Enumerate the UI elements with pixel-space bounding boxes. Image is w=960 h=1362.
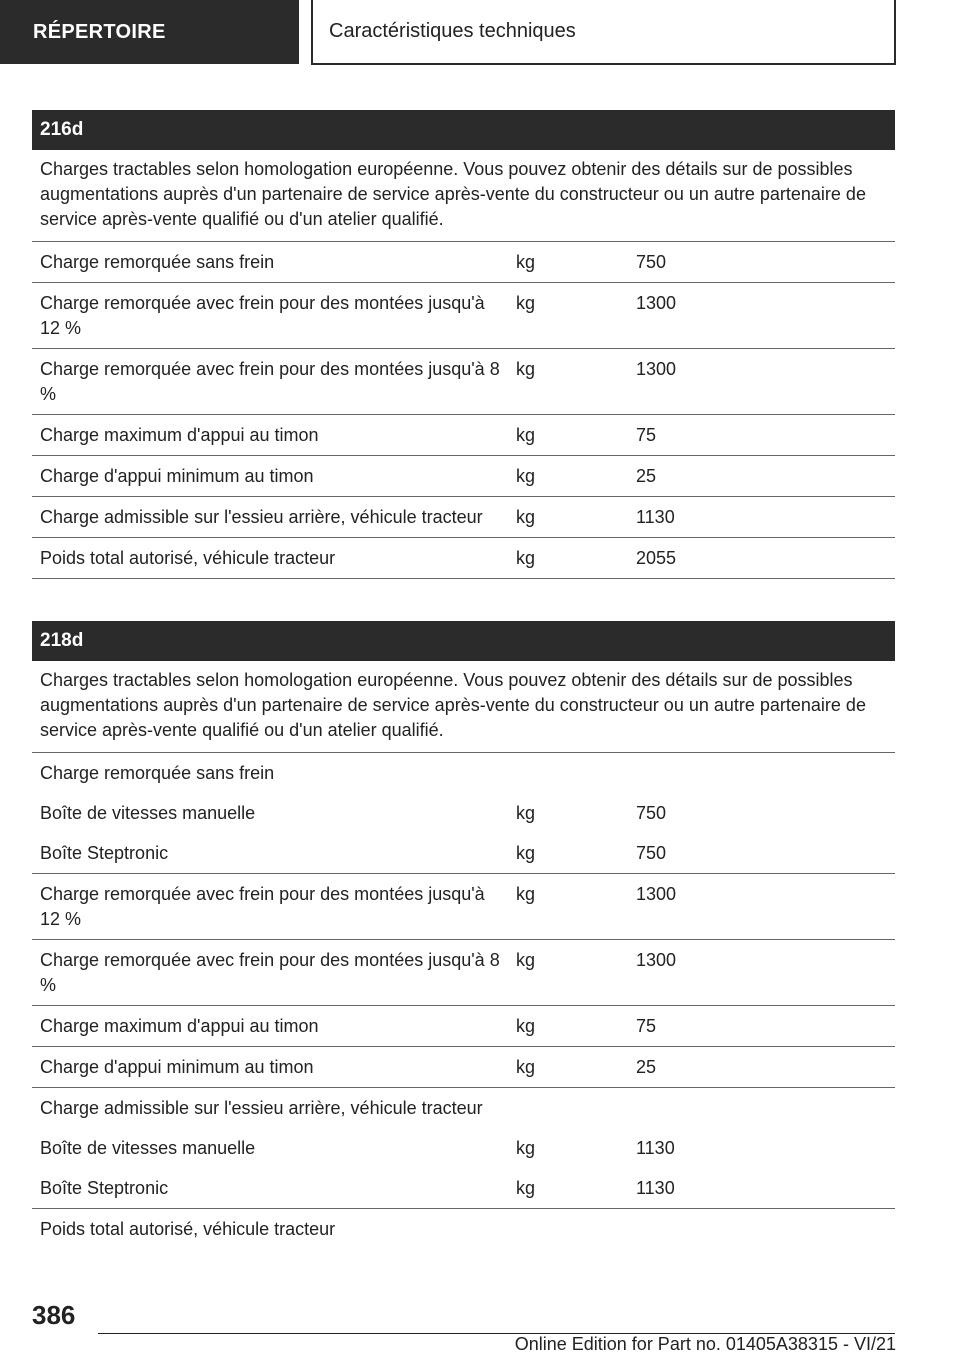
table-row	[32, 415, 895, 456]
row-label: Boîte Steptronic	[40, 1178, 169, 1198]
spec-section-216d	[32, 110, 895, 579]
row-unit	[516, 1209, 636, 1249]
row-unit: kg	[516, 1016, 536, 1036]
table-row	[32, 874, 895, 940]
row-value: 750	[636, 843, 667, 863]
row-label: Charge remorquée avec frein pour des montées jusqu'à 12 %	[40, 884, 485, 929]
row-unit: kg	[516, 950, 536, 970]
row-value: 1130	[636, 1138, 675, 1158]
section-title: 218d	[32, 621, 895, 661]
row-value: 25	[636, 466, 657, 486]
table-row	[32, 793, 895, 833]
row-unit: kg	[516, 252, 536, 272]
row-label: Charge remorquée sans frein	[40, 763, 275, 783]
chapter-tab[interactable]: Caractéristiques techniques	[311, 0, 896, 65]
row-value	[636, 1088, 895, 1128]
row-label: Poids total autorisé, véhicule tracteur	[40, 548, 336, 568]
table-row	[32, 1047, 895, 1088]
spec-section-218d	[32, 621, 895, 1249]
row-value: 25	[636, 1057, 657, 1077]
row-unit: kg	[516, 548, 536, 568]
row-unit: kg	[516, 293, 536, 313]
row-label: Charge admissible sur l'essieu arrière, véhicule tracteur	[40, 1098, 483, 1118]
row-unit: kg	[516, 1057, 536, 1077]
section-intro: Charges tractables selon homologation européenne. Vous pouvez obtenir des détails sur de possibles augmentations auprès d'un partenaire de service après-vente du constructeur ou un autre partenaire de service après-vente qualifié ou d'un atelier qualifié.	[32, 661, 895, 753]
section-title: 216d	[32, 110, 895, 150]
row-value: 1300	[636, 359, 677, 379]
row-value: 750	[636, 803, 667, 823]
row-value: 1300	[636, 884, 677, 904]
page-header	[0, 0, 960, 66]
table-row	[32, 1128, 895, 1168]
row-label: Poids total autorisé, véhicule tracteur	[40, 1219, 336, 1239]
row-label: Charge d'appui minimum au timon	[40, 466, 314, 486]
table-row	[32, 1168, 895, 1209]
row-label: Boîte Steptronic	[40, 843, 169, 863]
table-row	[32, 1088, 895, 1128]
row-label: Charge remorquée avec frein pour des montées jusqu'à 8 %	[40, 950, 500, 995]
row-unit: kg	[516, 359, 536, 379]
table-row	[32, 1209, 895, 1249]
table-row	[32, 538, 895, 579]
edition-note: Online Edition for Part no. 01405A38315 - VI/21	[514, 1334, 896, 1354]
row-unit: kg	[516, 1138, 536, 1158]
row-value: 1130	[636, 1178, 675, 1198]
row-label: Boîte de vitesses manuelle	[40, 1138, 256, 1158]
row-label: Charge remorquée sans frein	[40, 252, 275, 272]
table-row	[32, 349, 895, 415]
row-value	[636, 1209, 895, 1249]
table-row	[32, 940, 895, 1006]
table-row	[32, 456, 895, 497]
row-value: 75	[636, 1016, 657, 1036]
row-label: Charge remorquée avec frein pour des montées jusqu'à 12 %	[40, 293, 485, 338]
row-value: 1300	[636, 950, 677, 970]
table-row	[32, 497, 895, 538]
row-label: Charge d'appui minimum au timon	[40, 1057, 314, 1077]
row-label: Charge remorquée avec frein pour des montées jusqu'à 8 %	[40, 359, 500, 404]
page-number: 386	[32, 1300, 76, 1330]
table-row	[32, 833, 895, 874]
row-value: 1300	[636, 293, 677, 313]
section-tab[interactable]: RÉPERTOIRE	[0, 0, 299, 64]
table-row	[32, 242, 895, 283]
table-row	[32, 283, 895, 349]
table-row	[32, 753, 895, 793]
row-unit: kg	[516, 843, 536, 863]
row-unit	[516, 753, 636, 793]
row-label: Charge maximum d'appui au timon	[40, 1016, 319, 1036]
table-row	[32, 1006, 895, 1047]
row-unit: kg	[516, 425, 536, 445]
row-label: Boîte de vitesses manuelle	[40, 803, 256, 823]
section-intro: Charges tractables selon homologation européenne. Vous pouvez obtenir des détails sur de possibles augmentations auprès d'un partenaire de service après-vente du constructeur ou un autre partenaire de service après-vente qualifié ou d'un atelier qualifié.	[32, 150, 895, 242]
row-label: Charge maximum d'appui au timon	[40, 425, 319, 445]
row-value	[636, 753, 895, 793]
row-value: 2055	[636, 548, 677, 568]
row-unit: kg	[516, 803, 536, 823]
row-value: 750	[636, 252, 667, 272]
row-unit: kg	[516, 466, 536, 486]
row-value: 75	[636, 425, 657, 445]
row-unit: kg	[516, 884, 536, 904]
row-unit: kg	[516, 507, 536, 527]
row-unit	[516, 1088, 636, 1128]
row-label: Charge admissible sur l'essieu arrière, véhicule tracteur	[40, 507, 483, 527]
row-unit: kg	[516, 1178, 536, 1198]
row-value: 1130	[636, 507, 675, 527]
